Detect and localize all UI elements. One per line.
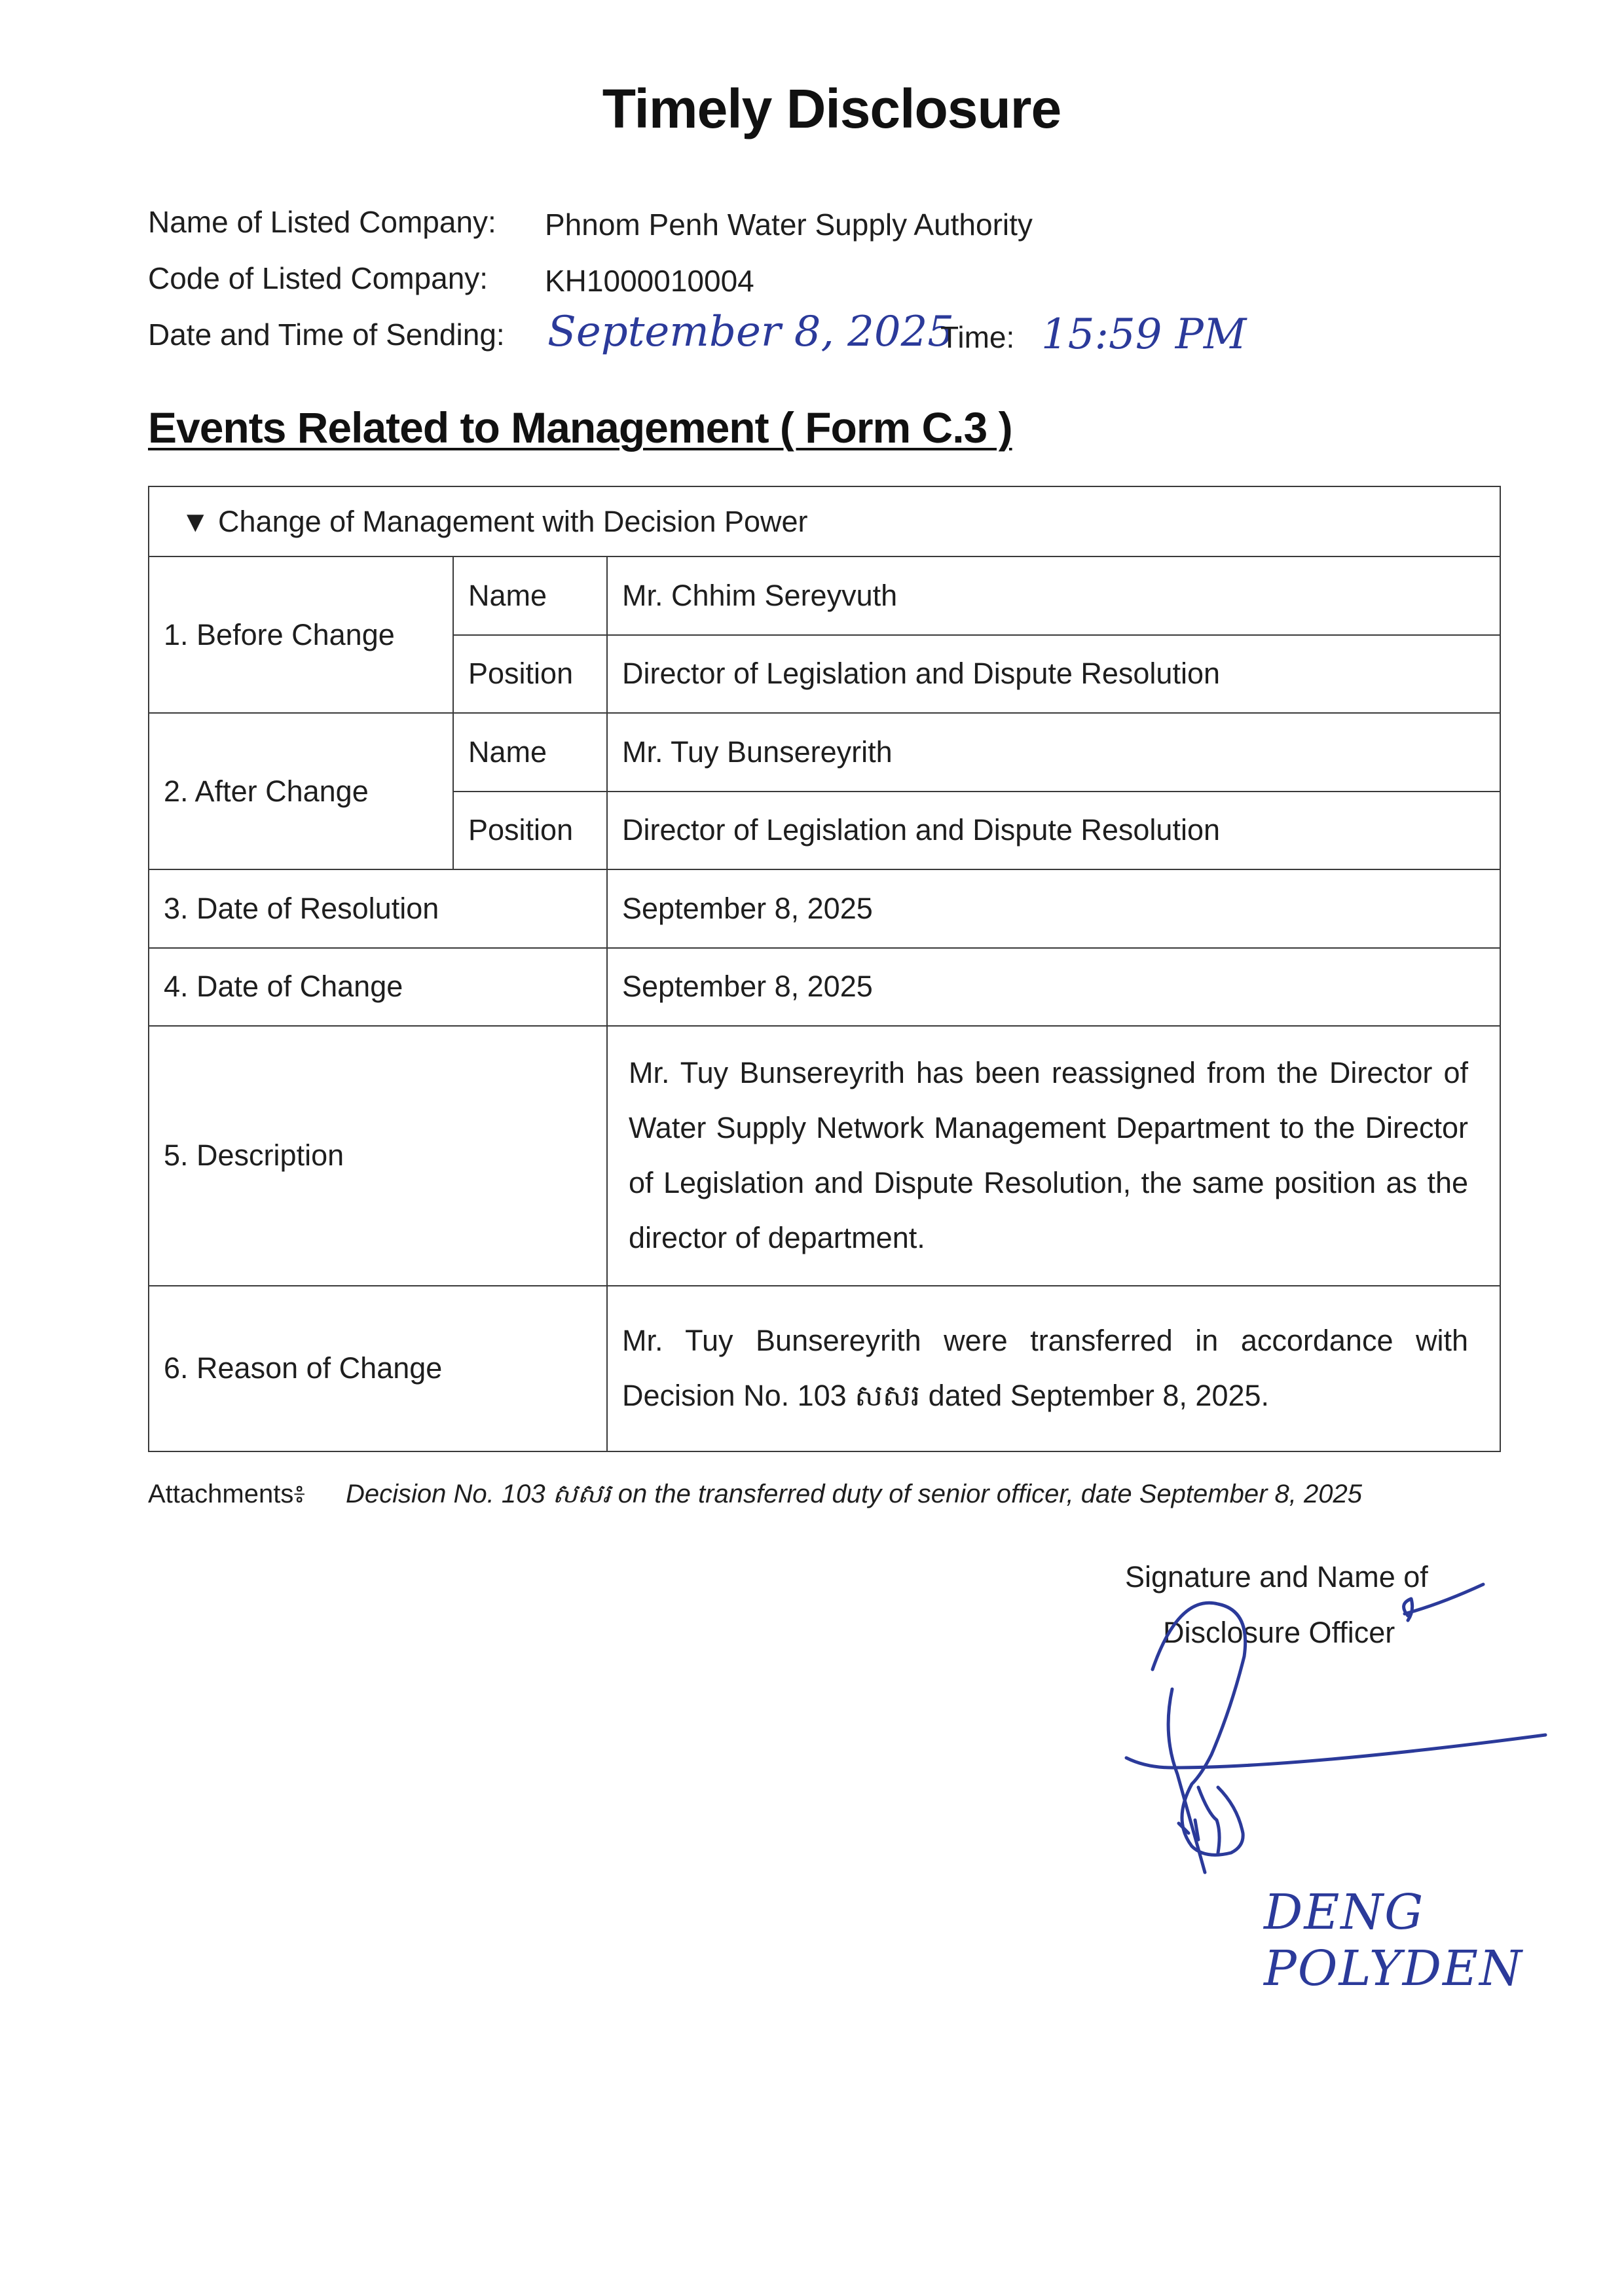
table-row [149,1026,1500,1286]
company-name-label: Name of Listed Company: [148,205,496,239]
attachments-value: Decision No. 103 សសរ on the transferred duty of senior officer, date September 8, 2025 [346,1480,1362,1508]
disclosure-officer-label: Disclosure Officer [1163,1616,1395,1649]
management-change-table [148,486,1501,1452]
change-date-value: September 8, 2025 [607,948,1500,1026]
company-code-label: Code of Listed Company: [148,261,489,295]
company-code-value: KH1000010004 [545,264,754,298]
before-name-value: Mr. Chhim Sereyvuth [607,556,1500,634]
description-value: Mr. Tuy Bunsereyrith has been reassigned from the Director of Water Supply Network Management Department to the Director of Legislation and Dispute Resolution, the same position as the director of department. [607,1026,1500,1286]
page-title: Timely Disclosure [602,78,1061,139]
table-row [149,713,1500,791]
table-header-row [149,486,1500,556]
change-date-label: 4. Date of Change [149,948,607,1026]
signer-name-handwritten: DENG POLYDEN [1264,1884,1523,1997]
after-position-value: Director of Legislation and Dispute Resolution [607,792,1500,869]
sending-time-label: Time: [940,320,1015,354]
table-row [149,1286,1500,1451]
table-row [149,556,1500,634]
sending-date-label: Date and Time of Sending: [148,318,505,352]
resolution-date-value: September 8, 2025 [607,869,1500,947]
reason-value: Mr. Tuy Bunsereyrith were transferred in accordance with Decision No. 103 សសរ dated September 8, 2025. [607,1286,1500,1451]
table-header: ▼ Change of Management with Decision Power [149,486,1500,556]
reason-label: 6. Reason of Change [149,1286,607,1451]
signature-label: Signature and Name of [1125,1560,1428,1594]
before-change-label: 1. Before Change [149,556,453,713]
sending-date-handwritten: September 8, 2025 [547,308,955,356]
table-row [149,869,1500,947]
table-row [149,948,1500,1026]
sending-time-handwritten: 15:59 PM [1041,310,1247,359]
section-title: Events Related to Management ( Form C.3 ) [148,403,1012,452]
company-name-value: Phnom Penh Water Supply Authority [545,208,1033,242]
before-position-label: Position [453,635,607,713]
attachments-label: Attachments៖ [148,1480,305,1508]
after-name-value: Mr. Tuy Bunsereyrith [607,713,1500,791]
description-label: 5. Description [149,1026,607,1286]
before-position-value: Director of Legislation and Dispute Resolution [607,635,1500,713]
before-name-label: Name [453,556,607,634]
after-name-label: Name [453,713,607,791]
after-change-label: 2. After Change [149,713,453,869]
after-position-label: Position [453,792,607,869]
resolution-date-label: 3. Date of Resolution [149,869,607,947]
